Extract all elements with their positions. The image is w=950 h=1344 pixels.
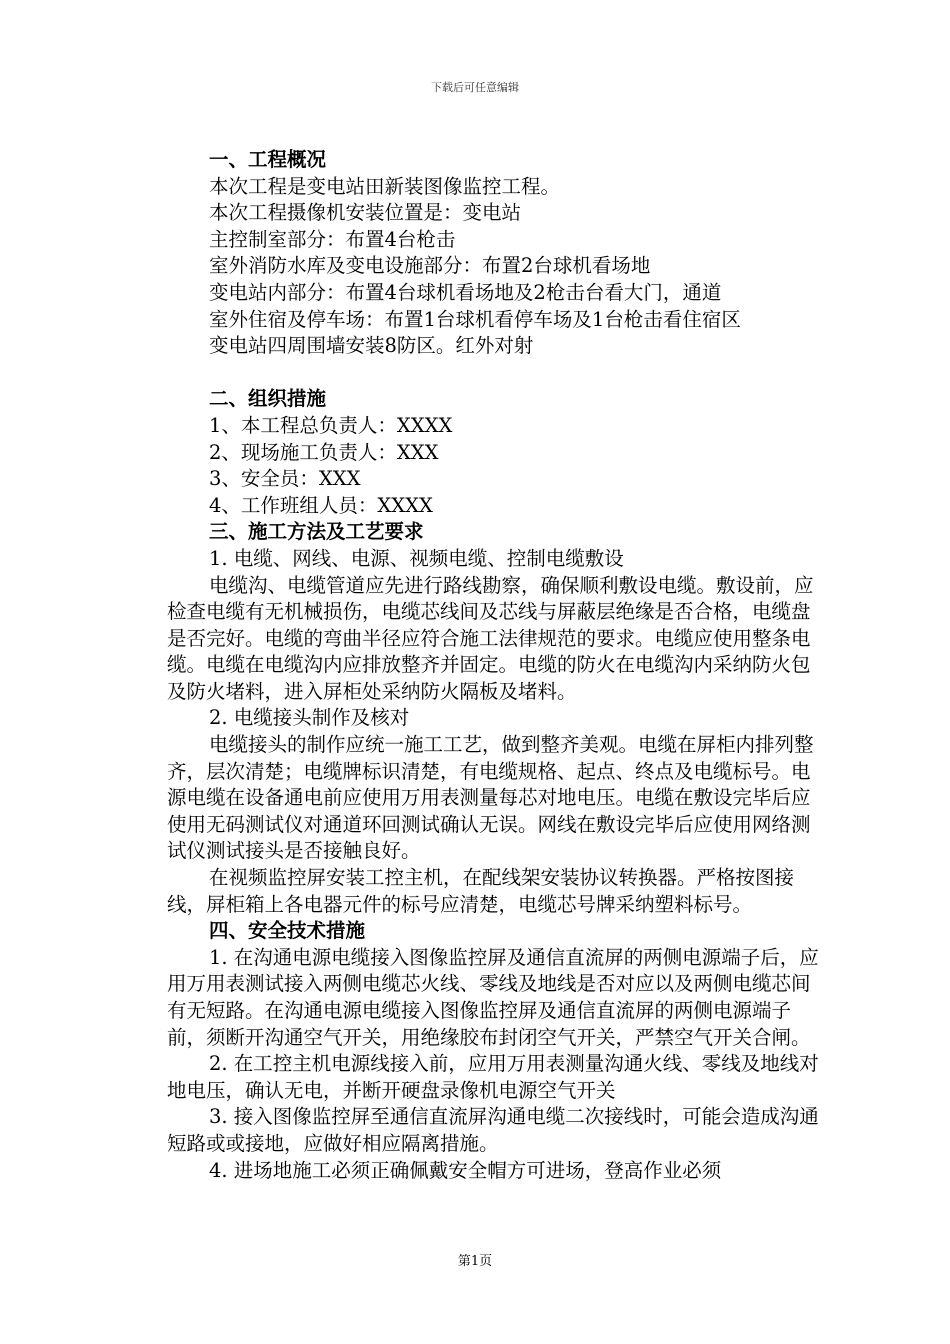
paragraph: 在视频监控屏安装工控主机，在配线架安装协议转换器。严格按图接线，屏柜箱上各电器元件的标号应清楚，电缆芯号牌采纳塑料标号。: [167, 866, 795, 916]
paragraph: 室外住宿及停车场：布置1台球机看停车场及1台枪击看住宿区: [209, 307, 741, 331]
paragraph: 2、现场施工负责人：XXX: [209, 440, 439, 464]
page-number: 第1页: [457, 1254, 493, 1269]
paragraph: 变电站四周围墙安装8防区。红外对射: [209, 334, 534, 358]
section-heading: 四、安全技术措施: [209, 919, 366, 943]
paragraph: 3. 接入图像监控屏至通信直流屏沟通电缆二次接线时，可能会造成沟通短路或或接地，应做好相应隔离措施。: [167, 1105, 819, 1155]
section-heading: 三、施工方法及工艺要求: [209, 520, 424, 544]
paragraph: 电缆接头的制作应统一施工工艺，做到整齐美观。电缆在屏柜内排列整齐，层次清楚；电缆牌标识清楚，有电缆规格、起点、终点及电缆标号。电源电缆在设备通电前应使用万用表测量每芯对地电压。电缆在敷设完毕后应使用无码测试仪对通道环回测试确认无误。网线在敷设完毕后应使用网络测试仪测试接头是否接触良好。: [167, 733, 814, 863]
paragraph: 2. 在工控主机电源线接入前，应用万用表测量沟通火线、零线及地线对地电压，确认无电，并断开硬盘录像机电源空气开关: [167, 1052, 819, 1102]
document-body: [167, 147, 827, 1184]
paragraph: 4. 进场地施工必须正确佩戴安全帽方可进场，登高作业必须: [209, 1158, 722, 1182]
section-heading: 二、组织措施: [209, 387, 327, 411]
paragraph: 2. 电缆接头制作及核对: [209, 706, 410, 730]
paragraph: 本次工程摄像机安装位置是：变电站: [209, 201, 522, 225]
paragraph: 本次工程是变电站田新装图像监控工程。: [209, 174, 561, 198]
paragraph: 4、工作班组人员：XXXX: [209, 493, 433, 517]
page-header: 下载后可任意编辑: [431, 81, 519, 94]
paragraph: 1. 电缆、网线、电源、视频电缆、控制电缆敷设: [209, 546, 624, 570]
paragraph: 1. 在沟通电源电缆接入图像监控屏及通信直流屏的两侧电源端子后，应用万用表测试接入两侧电缆芯火线、零线及地线是否对应以及两侧电缆芯间有无短路。在沟通电源电缆接入图像监控屏及通信直流屏的两侧电源端子前，须断开沟通空气开关，用绝缘胶布封闭空气开关，严禁空气开关合闸。: [167, 945, 819, 1049]
blank-line: [167, 360, 827, 387]
paragraph: 3、安全员：XXX: [209, 467, 361, 491]
section-heading: 一、工程概况: [209, 148, 327, 171]
paragraph: 变电站内部分：布置4台球机看场地及2枪击台看大门，通道: [209, 280, 722, 304]
paragraph: 主控制室部分：布置4台枪击: [209, 227, 456, 251]
paragraph: 室外消防水库及变电设施部分：布置2台球机看场地: [209, 254, 651, 278]
paragraph: 1、本工程总负责人：XXXX: [209, 413, 453, 437]
paragraph: 电缆沟、电缆管道应先进行路线勘察，确保顺利敷设电缆。敷设前，应检查电缆有无机械损伤，电缆芯线间及芯线与屏蔽层绝缘是否合格，电缆盘是否完好。电缆的弯曲半径应符合施工法律规范的要求。电缆应使用整条电缆。电缆在电缆沟内应排放整齐并固定。电缆的防火在电缆沟内采纳防火包及防火堵料，进入屏柜处采纳防火隔板及堵料。: [167, 573, 814, 703]
